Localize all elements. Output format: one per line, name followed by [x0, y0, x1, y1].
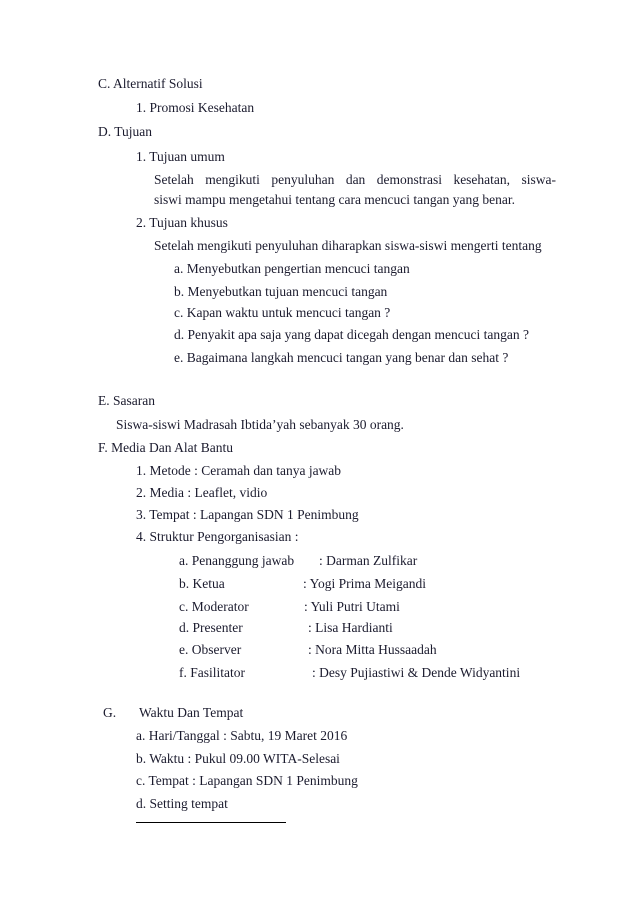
org-role: e. Observer: [179, 642, 242, 657]
org-row: [179, 599, 400, 615]
horizontal-rule: [136, 822, 286, 823]
org-person: : Yogi Prima Meigandi: [303, 576, 427, 591]
word: siswa-: [521, 172, 556, 187]
org-role: a. Penanggung jawab: [179, 553, 295, 568]
section-c-heading: C. Alternatif Solusi: [98, 76, 203, 91]
tujuan-khusus-heading: 2. Tujuan khusus: [136, 215, 228, 230]
org-role: f. Fasilitator: [179, 665, 245, 680]
section-g-title: Waktu Dan Tempat: [139, 705, 244, 720]
word: kesehatan,: [453, 172, 511, 187]
org-person: : Desy Pujiastiwi & Dende Widyantini: [312, 665, 521, 680]
word: dan: [345, 172, 366, 187]
tujuan-khusus-item: b. Menyebutkan tujuan mencuci tangan: [174, 284, 388, 299]
org-row: [179, 642, 437, 658]
tujuan-umum-line-2: siswi mampu mengetahui tentang cara mencuci tangan yang benar.: [154, 192, 515, 207]
section-g-letter: G.: [103, 705, 117, 720]
org-person: : Yuli Putri Utami: [304, 599, 400, 614]
waktu-item: a. Hari/Tanggal : Sabtu, 19 Maret 2016: [136, 728, 348, 743]
sasaran-text: Siswa-siswi Madrasah Ibtida’yah sebanyak 30 orang.: [116, 417, 404, 432]
section-c-item-1: 1. Promosi Kesehatan: [136, 100, 255, 115]
org-role: b. Ketua: [179, 576, 225, 591]
word: demonstrasi: [376, 172, 442, 187]
media-item: 1. Metode : Ceramah dan tanya jawab: [136, 463, 342, 478]
tujuan-khusus-intro: Setelah mengikuti penyuluhan diharapkan siswa-siswi mengerti tentang: [154, 238, 542, 253]
waktu-item: c. Tempat : Lapangan SDN 1 Penimbung: [136, 773, 358, 788]
org-role: d. Presenter: [179, 620, 243, 635]
tujuan-umum-line-1: [154, 172, 556, 188]
tujuan-khusus-item: a. Menyebutkan pengertian mencuci tangan: [174, 261, 410, 276]
org-row: [179, 620, 393, 636]
section-g-heading: [103, 705, 243, 721]
word: mengikuti: [205, 172, 260, 187]
word: penyuluhan: [271, 172, 335, 187]
waktu-item: b. Waktu : Pukul 09.00 WITA-Selesai: [136, 751, 340, 766]
org-person: : Darman Zulfikar: [319, 553, 418, 568]
media-item: 3. Tempat : Lapangan SDN 1 Penimbung: [136, 507, 359, 522]
waktu-item: d. Setting tempat: [136, 796, 228, 811]
section-e-heading: E. Sasaran: [98, 393, 155, 408]
org-person: : Lisa Hardianti: [308, 620, 393, 635]
org-row: [179, 665, 520, 681]
tujuan-khusus-item: e. Bagaimana langkah mencuci tangan yang benar dan sehat ?: [174, 350, 509, 365]
section-d-heading: D. Tujuan: [98, 124, 153, 139]
tujuan-umum-heading: 1. Tujuan umum: [136, 149, 225, 164]
org-row: [179, 576, 426, 592]
org-role: c. Moderator: [179, 599, 249, 614]
org-person: : Nora Mitta Hussaadah: [308, 642, 437, 657]
word: Setelah: [154, 172, 194, 187]
section-f-heading: F. Media Dan Alat Bantu: [98, 440, 234, 455]
org-row: [179, 553, 417, 569]
tujuan-khusus-item: c. Kapan waktu untuk mencuci tangan ?: [174, 305, 391, 320]
tujuan-khusus-item: d. Penyakit apa saja yang dapat dicegah dengan mencuci tangan ?: [174, 327, 529, 342]
media-item: 2. Media : Leaflet, vidio: [136, 485, 268, 500]
media-item: 4. Struktur Pengorganisasian :: [136, 529, 299, 544]
